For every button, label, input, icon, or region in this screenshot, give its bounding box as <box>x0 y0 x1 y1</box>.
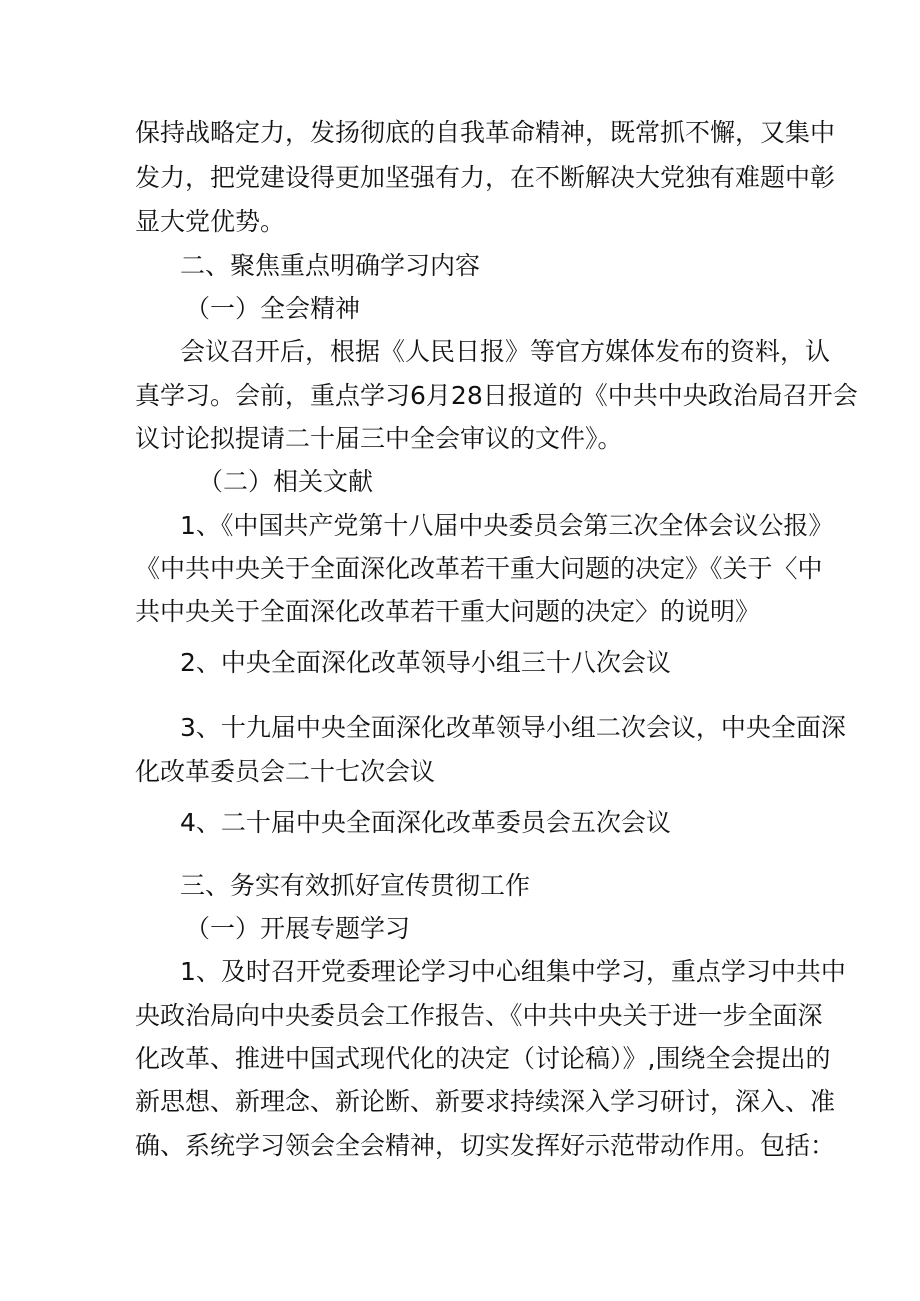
paragraph-line: 发力，把党建设得更加坚强有力，在不断解决大党独有难题中彰 <box>135 163 836 192</box>
subsection-heading: （一）开展专题学习 <box>185 914 411 943</box>
paragraph-line: 化改革、推进中国式现代化的决定（讨论稿）》,围绕全会提出的 <box>135 1044 831 1073</box>
list-item: 《中共中央关于全面深化改革若干重大问题的决定》《关于〈中 <box>135 554 823 583</box>
paragraph-line: 1、及时召开党委理论学习中心组集中学习，重点学习中共中 <box>180 957 846 986</box>
paragraph-line: 会议召开后，根据《人民日报》等官方媒体发布的资料，认 <box>180 337 831 366</box>
paragraph-line: 显大党优势。 <box>135 207 286 236</box>
paragraph-line: 央政治局向中央委员会工作报告、《中共中央关于进一步全面深 <box>135 1001 823 1030</box>
paragraph-line: 议讨论拟提请二十届三中全会审议的文件》。 <box>135 424 623 453</box>
list-item: 共中央关于全面深化改革若干重大问题的决定〉的说明》 <box>135 597 761 626</box>
list-item: 4、二十届中央全面深化改革委员会五次会议 <box>180 808 671 837</box>
paragraph-line: 确、系统学习领会全会精神，切实发挥好示范带动作用。包括： <box>135 1131 836 1160</box>
list-item: 2、中央全面深化改革领导小组三十八次会议 <box>180 648 671 677</box>
section-heading-3: 三、务实有效抓好宣传贯彻工作 <box>180 871 531 900</box>
paragraph-line: 新思想、新理念、新论断、新要求持续深入学习研讨，深入、准 <box>135 1087 836 1116</box>
section-heading-2: 二、聚焦重点明确学习内容 <box>180 251 481 280</box>
list-item: 1、《中国共产党第十八届中央委员会第三次全体会议公报》 <box>180 511 834 540</box>
paragraph-line: 保持战略定力，发扬彻底的自我革命精神，既常抓不懈，又集中 <box>135 118 836 147</box>
subsection-heading: （一）全会精神 <box>185 294 361 323</box>
list-item: 3、十九届中央全面深化改革领导小组二次会议，中央全面深 <box>180 713 846 742</box>
list-item: 化改革委员会二十七次会议 <box>135 757 436 786</box>
subsection-heading: （二）相关文献 <box>198 467 374 496</box>
paragraph-line: 真学习。会前，重点学习6月28日报道的《中共中央政治局召开会 <box>135 381 858 410</box>
